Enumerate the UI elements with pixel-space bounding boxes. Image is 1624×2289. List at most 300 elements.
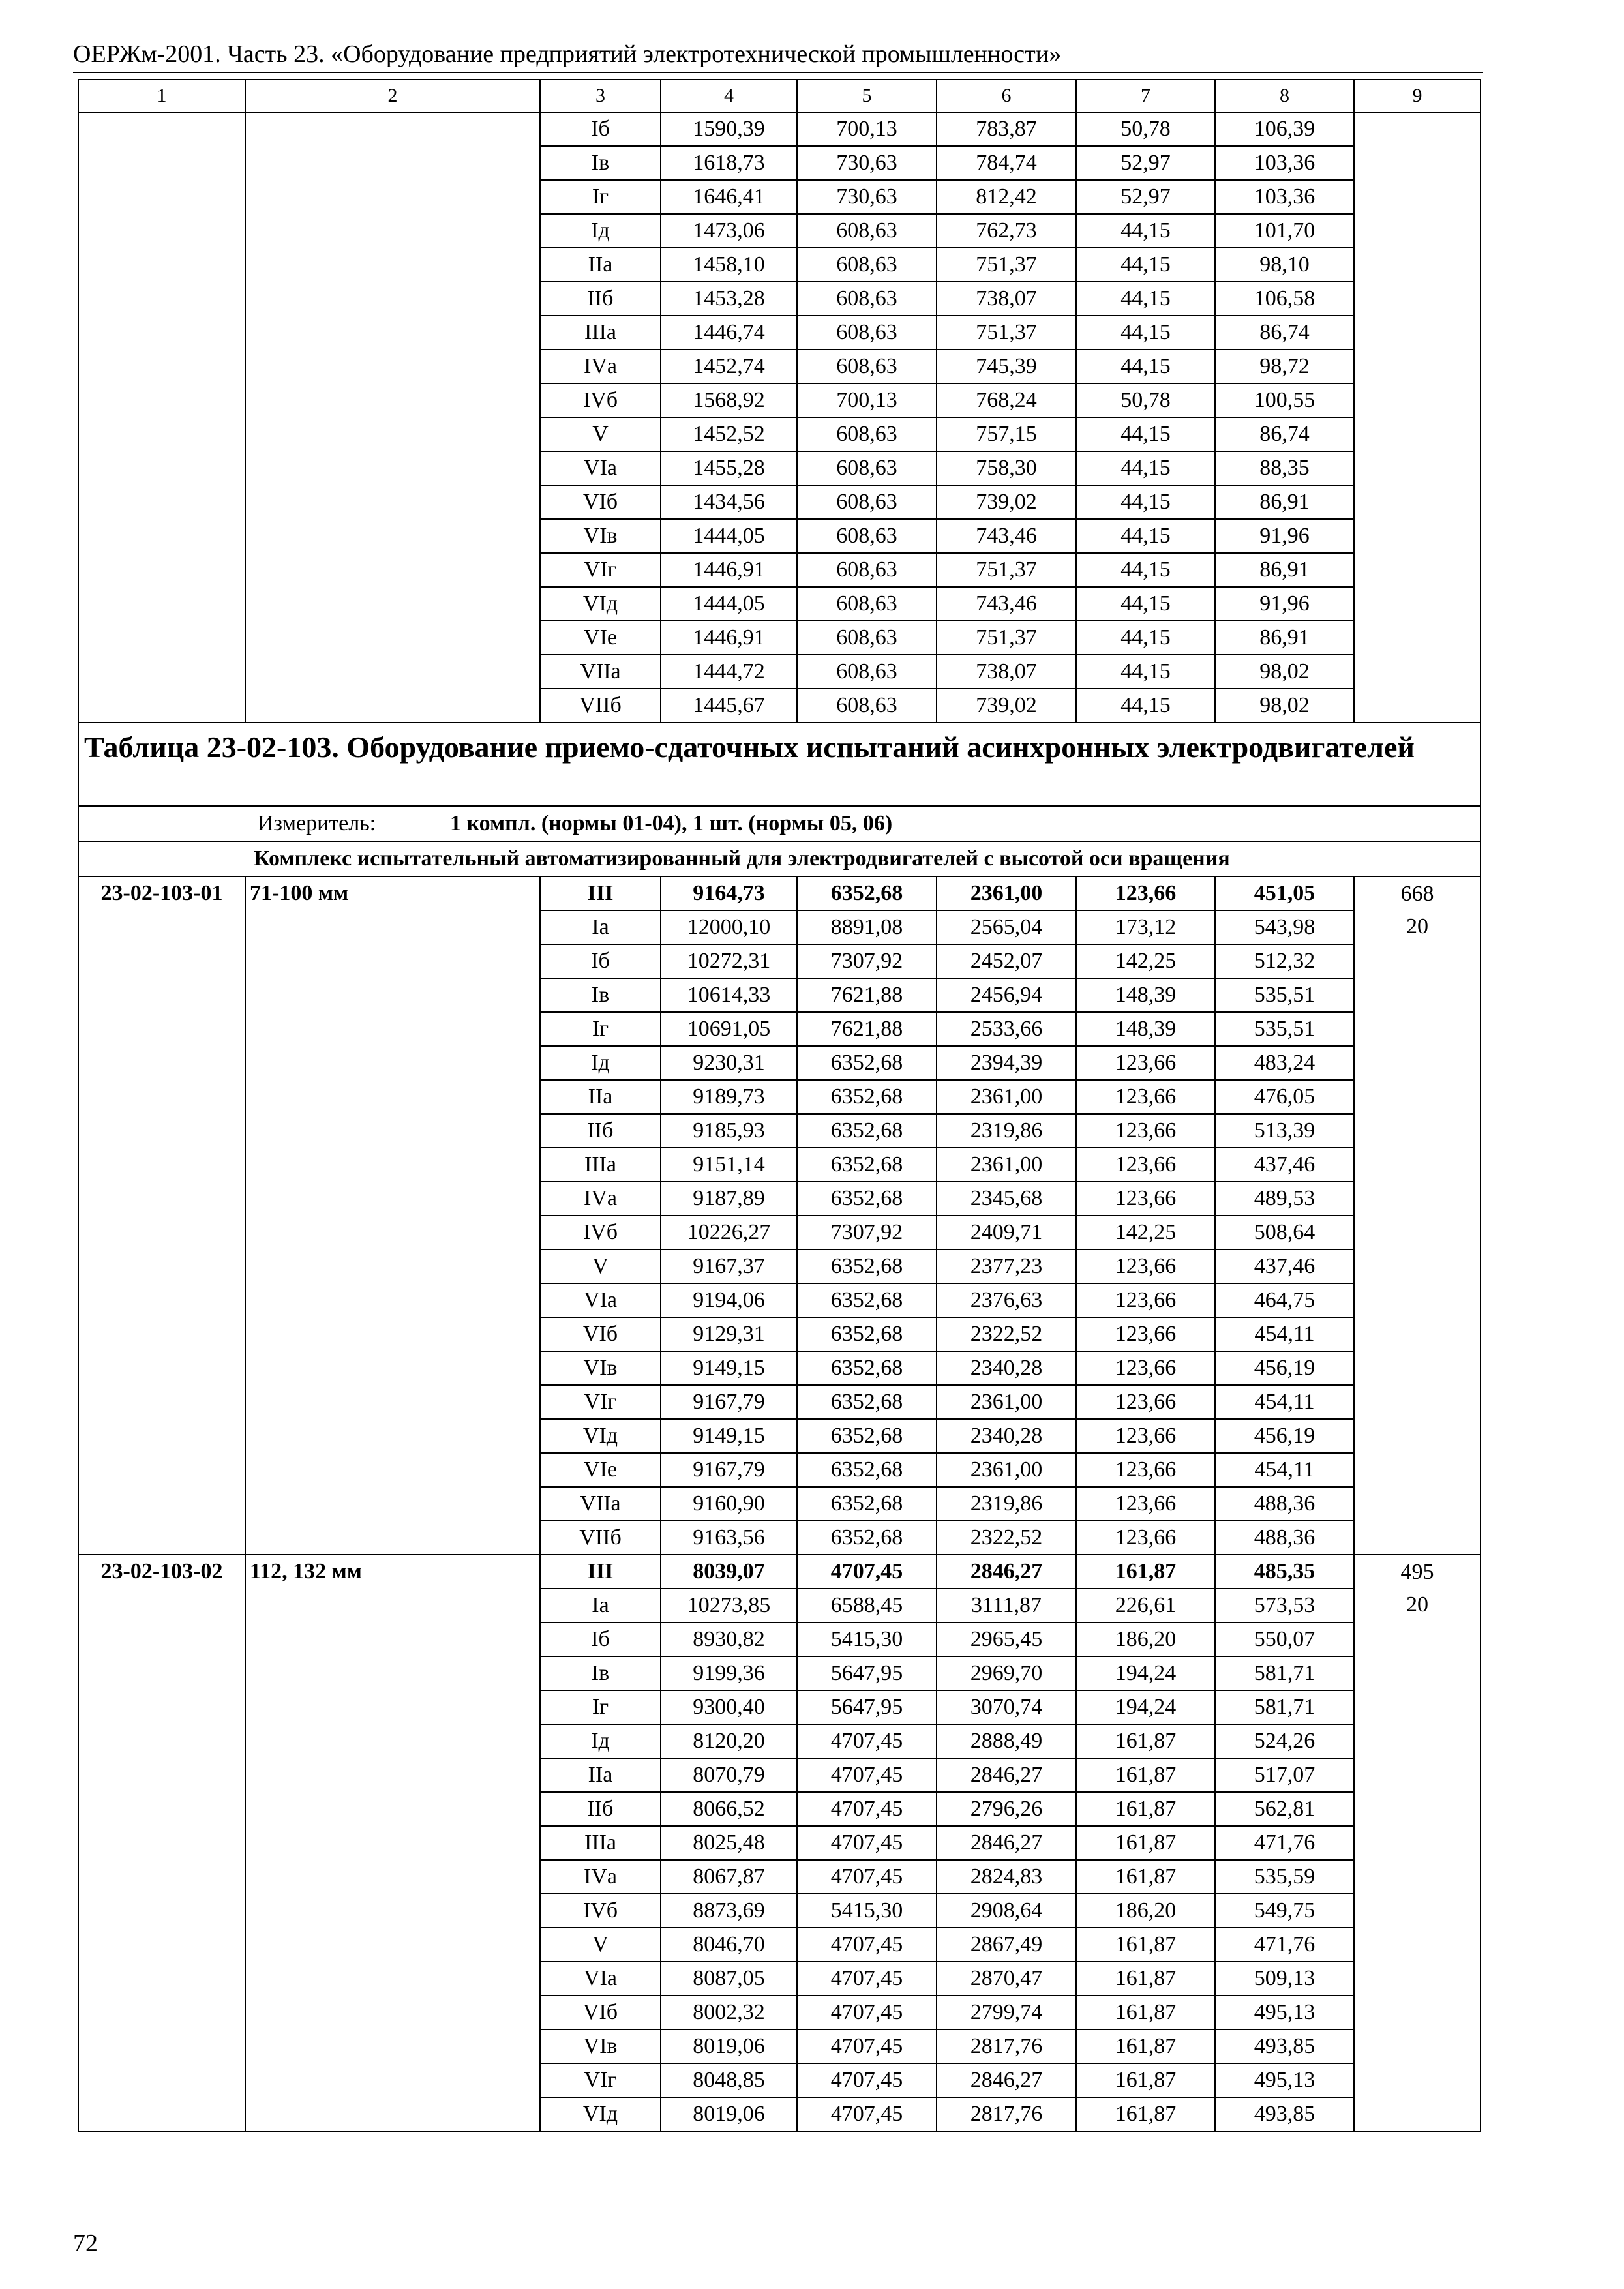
value-cell: 2345,68 [937, 1182, 1076, 1216]
zone-cell: III [540, 1555, 661, 1589]
value-cell: Iв [540, 146, 661, 180]
zone-cell: IIа [540, 1758, 661, 1792]
value-cell: 456,19 [1215, 1419, 1354, 1453]
value-cell: 8046,70 [661, 1928, 797, 1962]
value-cell: VIг [540, 553, 661, 587]
value-cell: 1453,28 [661, 282, 797, 316]
value-cell: 123,66 [1076, 1114, 1215, 1148]
column-number: 9 [1354, 80, 1481, 112]
zone-cell: Iг [540, 1690, 661, 1724]
value-cell: 739,02 [937, 689, 1076, 723]
value-cell: VIIб [540, 689, 661, 723]
value-cell: 2394,39 [937, 1046, 1076, 1080]
value-cell: 98,02 [1215, 689, 1354, 723]
zone-cell: Iв [540, 1656, 661, 1690]
column-number: 1 [78, 80, 245, 112]
value-cell: V [540, 417, 661, 451]
value-cell: 1446,91 [661, 553, 797, 587]
value-cell: 9230,31 [661, 1046, 797, 1080]
value-cell: 2340,28 [937, 1351, 1076, 1385]
value-cell: Iг [540, 180, 661, 214]
value-cell: 4707,45 [797, 1962, 937, 1996]
zone-cell: VIIб [540, 1521, 661, 1555]
norm-description: 112, 132 мм [245, 1555, 540, 2131]
value-cell: 161,87 [1076, 1555, 1215, 1589]
value-cell: 9300,40 [661, 1690, 797, 1724]
zone-cell: VIд [540, 1419, 661, 1453]
norm-code: 23-02-103-02 [78, 1555, 245, 2131]
value-cell: 2824,83 [937, 1860, 1076, 1894]
zone-cell: IVб [540, 1216, 661, 1249]
value-cell: 5647,95 [797, 1656, 937, 1690]
zone-cell: IIа [540, 1080, 661, 1114]
value-cell: 86,74 [1215, 316, 1354, 350]
value-cell: 161,87 [1076, 1792, 1215, 1826]
group-caption-row [78, 841, 1481, 876]
column-number: 4 [661, 80, 797, 112]
value-cell: 1434,56 [661, 485, 797, 519]
value-cell: 101,70 [1215, 214, 1354, 248]
value-cell: 86,91 [1215, 621, 1354, 655]
value-cell: 10691,05 [661, 1012, 797, 1046]
value-cell: 476,05 [1215, 1080, 1354, 1114]
value-cell: 739,02 [937, 485, 1076, 519]
column-number: 2 [245, 80, 540, 112]
value-cell: 9149,15 [661, 1351, 797, 1385]
value-cell: 464,75 [1215, 1283, 1354, 1317]
value-cell: 6352,68 [797, 1283, 937, 1317]
value-cell: 6352,68 [797, 1317, 937, 1351]
value-cell: 743,46 [937, 519, 1076, 553]
value-cell: 2319,86 [937, 1114, 1076, 1148]
value-cell: 1446,91 [661, 621, 797, 655]
value-cell: 44,15 [1076, 417, 1215, 451]
value-cell: 98,10 [1215, 248, 1354, 282]
value-cell: 44,15 [1076, 248, 1215, 282]
value-cell: 44,15 [1076, 621, 1215, 655]
value-cell: 6352,68 [797, 1487, 937, 1521]
value-cell: 488,36 [1215, 1487, 1354, 1521]
value-cell: 8087,05 [661, 1962, 797, 1996]
value-cell: 535,59 [1215, 1860, 1354, 1894]
zone-cell: VIа [540, 1962, 661, 1996]
value-cell: 2846,27 [937, 1826, 1076, 1860]
value-cell: 517,07 [1215, 1758, 1354, 1792]
value-cell: 8873,69 [661, 1894, 797, 1928]
value-cell: 194,24 [1076, 1690, 1215, 1724]
norm-description: 71-100 мм [245, 876, 540, 1555]
value-cell: 8025,48 [661, 1826, 797, 1860]
value-cell: 123,66 [1076, 1249, 1215, 1283]
value-cell: 123,66 [1076, 1487, 1215, 1521]
value-cell: 2965,45 [937, 1623, 1076, 1656]
value-cell: 1444,05 [661, 587, 797, 621]
value-cell: 608,63 [797, 316, 937, 350]
value-cell: 2340,28 [937, 1419, 1076, 1453]
value-cell: 44,15 [1076, 451, 1215, 485]
value-cell: 98,02 [1215, 655, 1354, 689]
value-cell: 9185,93 [661, 1114, 797, 1148]
table-body [78, 80, 1481, 2131]
value-cell: 3070,74 [937, 1690, 1076, 1724]
value-cell: 509,13 [1215, 1962, 1354, 1996]
value-cell: 194,24 [1076, 1656, 1215, 1690]
value-cell: 2888,49 [937, 1724, 1076, 1758]
zone-cell: Iб [540, 1623, 661, 1656]
value-cell: 44,15 [1076, 485, 1215, 519]
value-cell: 1455,28 [661, 451, 797, 485]
value-cell: 573,53 [1215, 1589, 1354, 1623]
value-cell: 123,66 [1076, 1351, 1215, 1385]
value-cell: IVа [540, 350, 661, 383]
zone-cell: VIд [540, 2097, 661, 2131]
value-cell: 142,25 [1076, 1216, 1215, 1249]
value-cell: 4707,45 [797, 1758, 937, 1792]
value-cell: 106,58 [1215, 282, 1354, 316]
value-cell: 2799,74 [937, 1996, 1076, 2029]
value-cell: 1618,73 [661, 146, 797, 180]
value-cell: 2817,76 [937, 2029, 1076, 2063]
value-cell: 745,39 [937, 350, 1076, 383]
value-cell: 161,87 [1076, 1826, 1215, 1860]
description-cell [245, 112, 540, 723]
value-cell: 608,63 [797, 214, 937, 248]
value-cell: 2377,23 [937, 1249, 1076, 1283]
zone-cell: Iа [540, 1589, 661, 1623]
group-caption: Комплекс испытательный автоматизированный для электродвигателей с высотой оси вращения [78, 841, 1481, 876]
value-cell: 6352,68 [797, 1080, 937, 1114]
value-cell: 2361,00 [937, 1080, 1076, 1114]
value-cell: 50,78 [1076, 112, 1215, 146]
value-cell: 10614,33 [661, 978, 797, 1012]
value-cell: 9151,14 [661, 1148, 797, 1182]
value-cell: 471,76 [1215, 1826, 1354, 1860]
value-cell: 6352,68 [797, 1351, 937, 1385]
value-cell: 730,63 [797, 180, 937, 214]
value-cell: 6588,45 [797, 1589, 937, 1623]
value-cell: 4707,45 [797, 1826, 937, 1860]
value-cell: 6352,68 [797, 1182, 937, 1216]
norms-table [78, 79, 1481, 2132]
value-cell: 91,96 [1215, 587, 1354, 621]
zone-cell: V [540, 1249, 661, 1283]
value-cell: 9199,36 [661, 1656, 797, 1690]
value-cell: 1473,06 [661, 214, 797, 248]
value-cell: 4707,45 [797, 2029, 937, 2063]
value-cell: 751,37 [937, 316, 1076, 350]
value-cell: 730,63 [797, 146, 937, 180]
value-cell: 2456,94 [937, 978, 1076, 1012]
value-cell: 512,32 [1215, 944, 1354, 978]
value-cell: 2376,63 [937, 1283, 1076, 1317]
value-cell: 86,91 [1215, 485, 1354, 519]
page-header: ОЕРЖм-2001. Часть 23. «Оборудование предприятий электротехнической промышленности» [73, 40, 1062, 68]
value-cell: 4707,45 [797, 1555, 937, 1589]
value-cell: 2322,52 [937, 1521, 1076, 1555]
value-cell: 437,46 [1215, 1249, 1354, 1283]
zone-cell: VIб [540, 1317, 661, 1351]
value-cell: 2817,76 [937, 2097, 1076, 2131]
zone-cell: III [540, 876, 661, 910]
value-cell: 142,25 [1076, 944, 1215, 978]
value-cell: 485,35 [1215, 1555, 1354, 1589]
value-cell: 123,66 [1076, 1419, 1215, 1453]
table-row [78, 876, 1481, 910]
value-cell: 454,11 [1215, 1317, 1354, 1351]
value-cell: 103,36 [1215, 146, 1354, 180]
value-cell: 123,66 [1076, 1317, 1215, 1351]
value-cell: 7307,92 [797, 1216, 937, 1249]
value-cell: 562,81 [1215, 1792, 1354, 1826]
value-cell: 123,66 [1076, 1046, 1215, 1080]
value-cell: 10272,31 [661, 944, 797, 978]
value-cell: 100,55 [1215, 383, 1354, 417]
value-cell: 8048,85 [661, 2063, 797, 2097]
zone-cell: VIв [540, 1351, 661, 1385]
value-cell: 123,66 [1076, 1453, 1215, 1487]
value-cell: 6352,68 [797, 1453, 937, 1487]
value-cell: 6352,68 [797, 1385, 937, 1419]
value-cell: 8019,06 [661, 2029, 797, 2063]
value-cell: 1646,41 [661, 180, 797, 214]
value-cell: 148,39 [1076, 1012, 1215, 1046]
value-cell: 5415,30 [797, 1623, 937, 1656]
value-cell: 52,97 [1076, 146, 1215, 180]
value-cell: 8067,87 [661, 1860, 797, 1894]
value-cell: 5415,30 [797, 1894, 937, 1928]
value-cell: 103,36 [1215, 180, 1354, 214]
value-cell: 6352,68 [797, 876, 937, 910]
value-cell: 2533,66 [937, 1012, 1076, 1046]
measurer-label: Измеритель: [258, 811, 376, 835]
column-number: 7 [1076, 80, 1215, 112]
value-cell: 161,87 [1076, 2097, 1215, 2131]
value-cell: 608,63 [797, 655, 937, 689]
value-cell: 161,87 [1076, 1860, 1215, 1894]
value-cell: 161,87 [1076, 1758, 1215, 1792]
value-cell: 161,87 [1076, 1724, 1215, 1758]
value-cell: 700,13 [797, 383, 937, 417]
value-cell: 4707,45 [797, 1724, 937, 1758]
col9-value: 20 [1354, 910, 1481, 1555]
value-cell: 173,12 [1076, 910, 1215, 944]
value-cell: 608,63 [797, 621, 937, 655]
value-cell: 1458,10 [661, 248, 797, 282]
value-cell: 44,15 [1076, 350, 1215, 383]
zone-cell: Iд [540, 1046, 661, 1080]
value-cell: 5647,95 [797, 1690, 937, 1724]
value-cell: 2796,26 [937, 1792, 1076, 1826]
value-cell: 91,96 [1215, 519, 1354, 553]
zone-cell: IVа [540, 1182, 661, 1216]
value-cell: 7307,92 [797, 944, 937, 978]
value-cell: 52,97 [1076, 180, 1215, 214]
table-title: Таблица 23-02-103. Оборудование приемо-сдаточных испытаний асинхронных электродвигателей [78, 723, 1481, 806]
value-cell: 8070,79 [661, 1758, 797, 1792]
value-cell: 1446,74 [661, 316, 797, 350]
value-cell: 483,24 [1215, 1046, 1354, 1080]
value-cell: 4707,45 [797, 2063, 937, 2097]
value-cell: 9167,79 [661, 1453, 797, 1487]
value-cell: 4707,45 [797, 1928, 937, 1962]
value-cell: 8120,20 [661, 1724, 797, 1758]
value-cell: 738,07 [937, 655, 1076, 689]
value-cell: 2452,07 [937, 944, 1076, 978]
value-cell: 535,51 [1215, 1012, 1354, 1046]
value-cell: 4707,45 [797, 1792, 937, 1826]
value-cell: 161,87 [1076, 2063, 1215, 2097]
zone-cell: IIIа [540, 1826, 661, 1860]
value-cell: 2565,04 [937, 910, 1076, 944]
value-cell: Iд [540, 214, 661, 248]
code-cell [78, 112, 245, 723]
value-cell: 1444,72 [661, 655, 797, 689]
value-cell: 86,74 [1215, 417, 1354, 451]
zone-cell: VIб [540, 1996, 661, 2029]
zone-cell: VIв [540, 2029, 661, 2063]
value-cell: 1452,52 [661, 417, 797, 451]
value-cell: IIIа [540, 316, 661, 350]
value-cell: 44,15 [1076, 655, 1215, 689]
table-title-row [78, 723, 1481, 806]
value-cell: 751,37 [937, 248, 1076, 282]
column-number: 8 [1215, 80, 1354, 112]
value-cell: 524,26 [1215, 1724, 1354, 1758]
value-cell: 508,64 [1215, 1216, 1354, 1249]
value-cell: 44,15 [1076, 214, 1215, 248]
value-cell: 98,72 [1215, 350, 1354, 383]
value-cell: 437,46 [1215, 1148, 1354, 1182]
norm-code: 23-02-103-01 [78, 876, 245, 1555]
zone-cell: VIг [540, 1385, 661, 1419]
value-cell: 3111,87 [937, 1589, 1076, 1623]
value-cell: 513,39 [1215, 1114, 1354, 1148]
value-cell: 758,30 [937, 451, 1076, 485]
value-cell: 608,63 [797, 689, 937, 723]
value-cell: 471,76 [1215, 1928, 1354, 1962]
value-cell: 9164,73 [661, 876, 797, 910]
measurer [78, 806, 1481, 841]
value-cell: 608,63 [797, 553, 937, 587]
value-cell: 8891,08 [797, 910, 937, 944]
value-cell: 608,63 [797, 417, 937, 451]
value-cell: 123,66 [1076, 1080, 1215, 1114]
zone-cell: IVа [540, 1860, 661, 1894]
value-cell: 44,15 [1076, 519, 1215, 553]
value-cell: 161,87 [1076, 1962, 1215, 1996]
value-cell: 50,78 [1076, 383, 1215, 417]
value-cell: 88,35 [1215, 451, 1354, 485]
col9-value: 20 [1354, 1589, 1481, 2131]
value-cell: 44,15 [1076, 587, 1215, 621]
value-cell: 161,87 [1076, 2029, 1215, 2063]
value-cell: 8930,82 [661, 1623, 797, 1656]
value-cell: 495,13 [1215, 2063, 1354, 2097]
value-cell: 2846,27 [937, 1758, 1076, 1792]
value-cell: 123,66 [1076, 1148, 1215, 1182]
zone-cell: VIа [540, 1283, 661, 1317]
value-cell: 10273,85 [661, 1589, 797, 1623]
value-cell: 535,51 [1215, 978, 1354, 1012]
value-cell: 2319,86 [937, 1487, 1076, 1521]
value-cell: 608,63 [797, 248, 937, 282]
value-cell: 9189,73 [661, 1080, 797, 1114]
value-cell: VIIа [540, 655, 661, 689]
value-cell: 8019,06 [661, 2097, 797, 2131]
value-cell: 6352,68 [797, 1521, 937, 1555]
value-cell: 489,53 [1215, 1182, 1354, 1216]
table-row [78, 1555, 1481, 1589]
zone-cell: VIе [540, 1453, 661, 1487]
value-cell: 784,74 [937, 146, 1076, 180]
col9-cell [1354, 112, 1481, 723]
value-cell: 1445,67 [661, 689, 797, 723]
zone-cell: IIб [540, 1114, 661, 1148]
value-cell: 6352,68 [797, 1249, 937, 1283]
value-cell: 226,61 [1076, 1589, 1215, 1623]
value-cell: 6352,68 [797, 1419, 937, 1453]
value-cell: 2361,00 [937, 876, 1076, 910]
value-cell: 6352,68 [797, 1114, 937, 1148]
value-cell: 4707,45 [797, 1996, 937, 2029]
value-cell: 2322,52 [937, 1317, 1076, 1351]
value-cell: 762,73 [937, 214, 1076, 248]
value-cell: 123,66 [1076, 1182, 1215, 1216]
value-cell: 186,20 [1076, 1623, 1215, 1656]
value-cell: 10226,27 [661, 1216, 797, 1249]
value-cell: 123,66 [1076, 876, 1215, 910]
value-cell: 549,75 [1215, 1894, 1354, 1928]
value-cell: 2361,00 [937, 1148, 1076, 1182]
value-cell: 608,63 [797, 485, 937, 519]
value-cell: 2361,00 [937, 1453, 1076, 1487]
value-cell: 454,11 [1215, 1453, 1354, 1487]
value-cell: 9129,31 [661, 1317, 797, 1351]
value-cell: 123,66 [1076, 1385, 1215, 1419]
zone-cell: IIб [540, 1792, 661, 1826]
value-cell: 86,91 [1215, 553, 1354, 587]
zone-cell: V [540, 1928, 661, 1962]
value-cell: 2846,27 [937, 1555, 1076, 1589]
value-cell: 8039,07 [661, 1555, 797, 1589]
value-cell: 7621,88 [797, 978, 937, 1012]
value-cell: 743,46 [937, 587, 1076, 621]
value-cell: 608,63 [797, 282, 937, 316]
value-cell: 44,15 [1076, 689, 1215, 723]
value-cell: 161,87 [1076, 1928, 1215, 1962]
zone-cell: Iд [540, 1724, 661, 1758]
value-cell: 7621,88 [797, 1012, 937, 1046]
value-cell: 608,63 [797, 350, 937, 383]
value-cell: VIв [540, 519, 661, 553]
value-cell: 543,98 [1215, 910, 1354, 944]
value-cell: 550,07 [1215, 1623, 1354, 1656]
value-cell: VIа [540, 451, 661, 485]
zone-cell: IVб [540, 1894, 661, 1928]
value-cell: 9163,56 [661, 1521, 797, 1555]
value-cell: 44,15 [1076, 282, 1215, 316]
value-cell: 751,37 [937, 621, 1076, 655]
value-cell: 493,85 [1215, 2029, 1354, 2063]
value-cell: 106,39 [1215, 112, 1354, 146]
value-cell: 493,85 [1215, 2097, 1354, 2131]
value-cell: 2908,64 [937, 1894, 1076, 1928]
value-cell: 700,13 [797, 112, 937, 146]
value-cell: 608,63 [797, 451, 937, 485]
measurer-value: 1 компл. (нормы 01-04), 1 шт. (нормы 05, 06) [450, 811, 893, 835]
value-cell: 12000,10 [661, 910, 797, 944]
column-number: 3 [540, 80, 661, 112]
